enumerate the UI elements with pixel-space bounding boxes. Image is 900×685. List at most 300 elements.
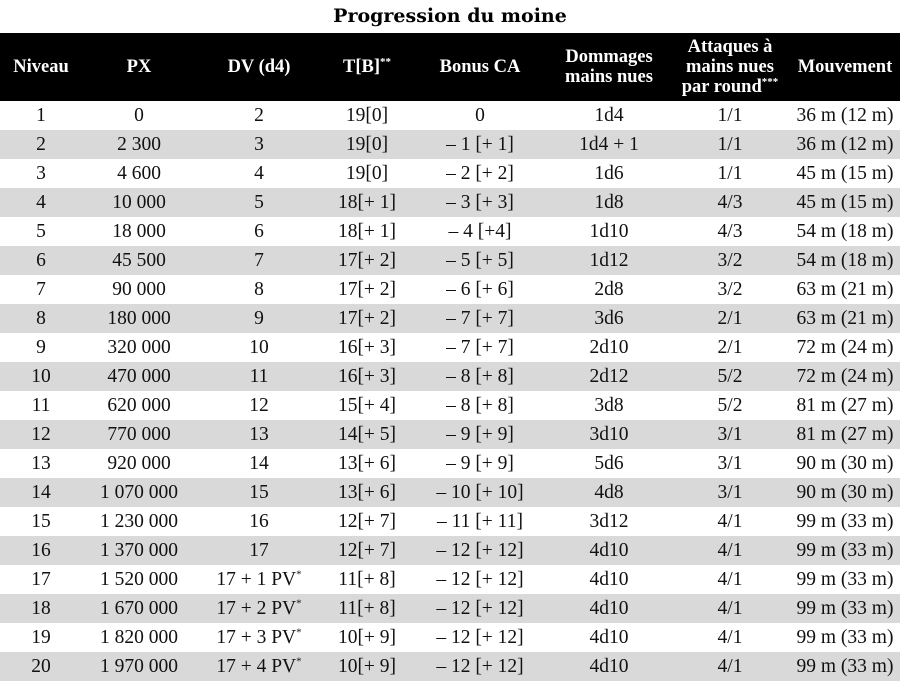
cell-bonus-ca: [412, 188, 548, 217]
cell-niveau: [0, 275, 82, 304]
cell-px: [82, 391, 196, 420]
cell-attaques-value: 5/2: [717, 365, 743, 387]
cell-niveau: [0, 101, 82, 130]
cell-px: [82, 565, 196, 594]
cell-px-value: 4 600: [117, 162, 161, 184]
cell-dv: [196, 652, 322, 681]
header-row: [0, 33, 900, 101]
table-row: [0, 333, 900, 362]
cell-mouvement: [790, 507, 900, 536]
cell-attaques: [670, 304, 790, 333]
cell-attaques: [670, 159, 790, 188]
cell-bonus-ca-value: – 8 [+ 8]: [446, 394, 514, 416]
cell-dv-note: *: [296, 626, 302, 638]
cell-mouvement-value: 99 m (33 m): [796, 568, 894, 590]
cell-mouvement-value: 90 m (30 m): [796, 452, 894, 474]
cell-tb-value: 17[+ 2]: [337, 249, 397, 271]
cell-bonus-ca-value: – 10 [+ 10]: [436, 481, 524, 503]
cell-bonus-ca: [412, 652, 548, 681]
cell-attaques-value: 4/3: [717, 191, 743, 213]
cell-bonus-ca: [412, 478, 548, 507]
cell-dommages: [548, 594, 670, 623]
cell-dommages-value: 2d8: [594, 278, 624, 300]
cell-mouvement-value: 99 m (33 m): [796, 539, 894, 561]
cell-attaques: [670, 130, 790, 159]
cell-mouvement-value: 54 m (18 m): [796, 249, 894, 271]
cell-tb-value: 18[+ 1]: [337, 191, 397, 213]
cell-bonus-ca-value: – 9 [+ 9]: [446, 452, 514, 474]
cell-mouvement: [790, 275, 900, 304]
cell-mouvement-value: 90 m (30 m): [796, 481, 894, 503]
cell-attaques: [670, 594, 790, 623]
cell-attaques: [670, 391, 790, 420]
cell-dv: [196, 362, 322, 391]
cell-tb: [322, 101, 412, 130]
cell-dv: [196, 420, 322, 449]
cell-attaques: [670, 362, 790, 391]
cell-dommages-value: 2d12: [589, 365, 629, 387]
table-row: [0, 217, 900, 246]
cell-attaques-value: 3/2: [717, 249, 743, 271]
cell-px-value: 920 000: [107, 452, 171, 474]
cell-niveau: [0, 420, 82, 449]
cell-niveau: [0, 362, 82, 391]
cell-px-value: 1 520 000: [100, 568, 178, 590]
cell-px-value: 10 000: [112, 191, 166, 213]
cell-px-value: 1 070 000: [100, 481, 178, 503]
cell-dv-value: 10: [249, 336, 269, 358]
cell-px-value: 770 000: [107, 423, 171, 445]
cell-px: [82, 420, 196, 449]
cell-dv-value: 17: [249, 539, 269, 561]
cell-px-value: 1 820 000: [100, 626, 178, 648]
cell-bonus-ca: [412, 217, 548, 246]
cell-tb: [322, 623, 412, 652]
cell-mouvement-value: 72 m (24 m): [796, 336, 894, 358]
cell-niveau-value: 16: [31, 539, 51, 561]
cell-px: [82, 275, 196, 304]
table-row: [0, 420, 900, 449]
cell-bonus-ca-value: – 9 [+ 9]: [446, 423, 514, 445]
cell-tb-value: 12[+ 7]: [337, 510, 397, 532]
cell-niveau: [0, 130, 82, 159]
cell-mouvement: [790, 449, 900, 478]
cell-tb: [322, 217, 412, 246]
cell-dommages-value: 3d8: [594, 394, 624, 416]
cell-niveau-value: 18: [31, 597, 51, 619]
cell-attaques-value: 5/2: [717, 394, 743, 416]
cell-px-value: 2 300: [117, 133, 161, 155]
cell-bonus-ca-value: 0: [475, 104, 485, 126]
cell-bonus-ca-value: – 2 [+ 2]: [446, 162, 514, 184]
header-tb-note: **: [380, 55, 391, 68]
cell-dommages: [548, 159, 670, 188]
cell-px-value: 1 370 000: [100, 539, 178, 561]
cell-mouvement: [790, 217, 900, 246]
cell-mouvement: [790, 420, 900, 449]
cell-niveau-value: 17: [31, 568, 51, 590]
cell-tb: [322, 652, 412, 681]
cell-tb: [322, 391, 412, 420]
header-mouvement: Mouvement: [797, 57, 893, 77]
cell-attaques: [670, 246, 790, 275]
cell-dv-value: 6: [254, 220, 264, 242]
cell-dv-value: 17 + 3 PV: [216, 626, 297, 648]
cell-bonus-ca: [412, 275, 548, 304]
cell-dv: [196, 130, 322, 159]
cell-dv: [196, 101, 322, 130]
cell-tb: [322, 536, 412, 565]
cell-dommages-value: 4d10: [589, 539, 629, 561]
cell-px-value: 0: [134, 104, 144, 126]
cell-attaques: [670, 565, 790, 594]
cell-mouvement: [790, 362, 900, 391]
cell-niveau-value: 10: [31, 365, 51, 387]
cell-dv-value: 9: [254, 307, 264, 329]
cell-niveau-value: 11: [31, 394, 51, 416]
cell-mouvement: [790, 652, 900, 681]
cell-dommages: [548, 507, 670, 536]
cell-dv: [196, 217, 322, 246]
cell-dommages: [548, 536, 670, 565]
header-niveau: Niveau: [13, 57, 69, 77]
cell-dommages: [548, 362, 670, 391]
cell-niveau: [0, 391, 82, 420]
cell-attaques-value: 3/1: [717, 452, 743, 474]
cell-niveau-value: 7: [36, 278, 46, 300]
header-tb: [322, 33, 412, 101]
cell-mouvement: [790, 623, 900, 652]
cell-mouvement: [790, 565, 900, 594]
cell-attaques-value: 1/1: [717, 133, 743, 155]
cell-dv-value: 5: [254, 191, 264, 213]
progression-table: [0, 33, 900, 681]
cell-niveau: [0, 565, 82, 594]
cell-tb-value: 17[+ 2]: [337, 278, 397, 300]
cell-bonus-ca: [412, 536, 548, 565]
cell-dommages: [548, 246, 670, 275]
cell-bonus-ca-value: – 1 [+ 1]: [446, 133, 514, 155]
cell-dommages: [548, 304, 670, 333]
cell-dommages: [548, 449, 670, 478]
cell-mouvement-value: 72 m (24 m): [796, 365, 894, 387]
cell-tb-value: 16[+ 3]: [337, 365, 397, 387]
cell-dv: [196, 159, 322, 188]
cell-tb: [322, 507, 412, 536]
cell-dv-note: *: [296, 655, 302, 667]
header-attaques-line1: Attaques à: [687, 37, 773, 57]
cell-dv-note: *: [296, 568, 302, 580]
cell-niveau: [0, 188, 82, 217]
cell-niveau-value: 1: [36, 104, 46, 126]
cell-attaques: [670, 536, 790, 565]
cell-dommages-value: 3d6: [594, 307, 624, 329]
cell-mouvement-value: 63 m (21 m): [796, 278, 894, 300]
cell-bonus-ca: [412, 101, 548, 130]
table-header: [0, 33, 900, 101]
cell-px-value: 1 230 000: [100, 510, 178, 532]
header-attaques-line2: mains nues: [686, 57, 774, 77]
cell-niveau-value: 6: [36, 249, 46, 271]
cell-niveau: [0, 246, 82, 275]
cell-bonus-ca: [412, 391, 548, 420]
cell-attaques-value: 4/1: [717, 510, 743, 532]
cell-niveau: [0, 536, 82, 565]
header-bonus-ca: Bonus CA: [439, 57, 521, 77]
cell-bonus-ca-value: – 12 [+ 12]: [436, 539, 524, 561]
cell-px: [82, 130, 196, 159]
cell-dv-value: 12: [249, 394, 269, 416]
cell-px-value: 18 000: [112, 220, 166, 242]
cell-bonus-ca-value: – 8 [+ 8]: [446, 365, 514, 387]
cell-bonus-ca: [412, 565, 548, 594]
cell-tb: [322, 420, 412, 449]
cell-niveau: [0, 652, 82, 681]
table-row: [0, 188, 900, 217]
cell-dommages: [548, 333, 670, 362]
table-row: [0, 449, 900, 478]
cell-dv-value: 17 + 1 PV: [216, 568, 297, 590]
cell-bonus-ca: [412, 362, 548, 391]
cell-niveau-value: 14: [31, 481, 51, 503]
cell-tb: [322, 130, 412, 159]
cell-tb: [322, 478, 412, 507]
cell-dommages: [548, 478, 670, 507]
cell-mouvement-value: 81 m (27 m): [796, 423, 894, 445]
cell-tb-value: 11[+ 8]: [338, 568, 396, 590]
cell-px: [82, 652, 196, 681]
cell-dv-value: 16: [249, 510, 269, 532]
cell-tb: [322, 275, 412, 304]
cell-mouvement-value: 81 m (27 m): [796, 394, 894, 416]
cell-dv: [196, 478, 322, 507]
cell-dommages: [548, 101, 670, 130]
cell-dommages: [548, 275, 670, 304]
cell-dommages-value: 1d8: [594, 191, 624, 213]
cell-bonus-ca: [412, 623, 548, 652]
cell-niveau-value: 2: [36, 133, 46, 155]
cell-niveau-value: 9: [36, 336, 46, 358]
cell-dv-value: 2: [254, 104, 264, 126]
header-attaques: [670, 33, 790, 101]
cell-tb: [322, 304, 412, 333]
cell-mouvement: [790, 594, 900, 623]
cell-dv: [196, 188, 322, 217]
cell-mouvement: [790, 536, 900, 565]
cell-tb: [322, 246, 412, 275]
cell-mouvement: [790, 304, 900, 333]
cell-attaques: [670, 188, 790, 217]
cell-dv-value: 4: [254, 162, 264, 184]
cell-bonus-ca: [412, 507, 548, 536]
cell-px: [82, 623, 196, 652]
cell-attaques-value: 4/1: [717, 568, 743, 590]
cell-dv: [196, 449, 322, 478]
cell-niveau-value: 13: [31, 452, 51, 474]
table-row: [0, 391, 900, 420]
cell-niveau: [0, 623, 82, 652]
cell-attaques-value: 2/1: [717, 307, 743, 329]
cell-niveau: [0, 333, 82, 362]
header-dv: DV (d4): [227, 57, 291, 77]
cell-tb-value: 19[0]: [345, 162, 389, 184]
cell-attaques-value: 2/1: [717, 336, 743, 358]
cell-attaques-value: 1/1: [717, 104, 743, 126]
cell-tb-value: 19[0]: [345, 104, 389, 126]
cell-mouvement-value: 99 m (33 m): [796, 655, 894, 677]
cell-bonus-ca-value: – 7 [+ 7]: [446, 307, 514, 329]
cell-tb-value: 12[+ 7]: [337, 539, 397, 561]
cell-mouvement: [790, 188, 900, 217]
cell-tb-value: 19[0]: [345, 133, 389, 155]
cell-dv: [196, 391, 322, 420]
cell-dv: [196, 594, 322, 623]
cell-mouvement: [790, 478, 900, 507]
cell-dommages-value: 4d10: [589, 568, 629, 590]
cell-mouvement-value: 54 m (18 m): [796, 220, 894, 242]
cell-mouvement: [790, 333, 900, 362]
cell-dv-value: 17 + 2 PV: [216, 597, 297, 619]
cell-attaques-value: 1/1: [717, 162, 743, 184]
cell-attaques: [670, 217, 790, 246]
cell-niveau-value: 3: [36, 162, 46, 184]
cell-dv: [196, 507, 322, 536]
cell-dv-value: 7: [254, 249, 264, 271]
table-row: [0, 623, 900, 652]
header-px: PX: [126, 57, 152, 77]
cell-bonus-ca: [412, 594, 548, 623]
cell-niveau-value: 12: [31, 423, 51, 445]
cell-tb-value: 11[+ 8]: [338, 597, 396, 619]
table-row: [0, 652, 900, 681]
cell-tb-value: 14[+ 5]: [337, 423, 397, 445]
cell-bonus-ca: [412, 333, 548, 362]
table-row: [0, 159, 900, 188]
cell-dommages-value: 4d10: [589, 655, 629, 677]
cell-dommages: [548, 652, 670, 681]
cell-mouvement: [790, 130, 900, 159]
cell-niveau-value: 19: [31, 626, 51, 648]
cell-dv-value: 8: [254, 278, 264, 300]
cell-px: [82, 362, 196, 391]
cell-tb-value: 16[+ 3]: [337, 336, 397, 358]
cell-niveau: [0, 304, 82, 333]
cell-dv-value: 3: [254, 133, 264, 155]
cell-mouvement-value: 36 m (12 m): [796, 133, 894, 155]
cell-dv: [196, 304, 322, 333]
cell-bonus-ca: [412, 449, 548, 478]
cell-attaques: [670, 101, 790, 130]
header-dommages-line2: mains nues: [565, 67, 653, 87]
cell-dommages-value: 4d10: [589, 626, 629, 648]
cell-attaques-value: 4/1: [717, 539, 743, 561]
cell-dommages-value: 3d10: [589, 423, 629, 445]
cell-niveau: [0, 449, 82, 478]
table-title: Progression du moine: [333, 5, 567, 27]
cell-dommages-value: 1d4: [594, 104, 624, 126]
cell-px: [82, 217, 196, 246]
table-row: [0, 507, 900, 536]
cell-dv: [196, 333, 322, 362]
cell-attaques: [670, 449, 790, 478]
cell-px: [82, 159, 196, 188]
cell-dommages-value: 3d12: [589, 510, 629, 532]
cell-dommages-value: 1d6: [594, 162, 624, 184]
table-row: [0, 304, 900, 333]
cell-dommages: [548, 623, 670, 652]
cell-tb-value: 17[+ 2]: [337, 307, 397, 329]
cell-mouvement: [790, 101, 900, 130]
cell-dv: [196, 565, 322, 594]
cell-bonus-ca-value: – 6 [+ 6]: [446, 278, 514, 300]
cell-tb: [322, 449, 412, 478]
cell-dommages: [548, 217, 670, 246]
cell-mouvement-value: 63 m (21 m): [796, 307, 894, 329]
cell-px-value: 180 000: [107, 307, 171, 329]
table-row: [0, 275, 900, 304]
cell-mouvement: [790, 246, 900, 275]
cell-tb: [322, 188, 412, 217]
cell-mouvement: [790, 159, 900, 188]
cell-mouvement-value: 99 m (33 m): [796, 510, 894, 532]
cell-dommages: [548, 130, 670, 159]
cell-attaques-value: 3/1: [717, 481, 743, 503]
cell-niveau: [0, 217, 82, 246]
cell-px: [82, 449, 196, 478]
cell-px: [82, 507, 196, 536]
cell-dv-note: *: [296, 597, 302, 609]
cell-mouvement-value: 45 m (15 m): [796, 162, 894, 184]
cell-dommages-value: 1d4 + 1: [579, 133, 639, 155]
table-row: [0, 101, 900, 130]
table-row: [0, 536, 900, 565]
header-dommages: [548, 33, 670, 101]
cell-attaques: [670, 275, 790, 304]
cell-dommages-value: 1d10: [589, 220, 629, 242]
cell-px: [82, 188, 196, 217]
cell-niveau-value: 4: [36, 191, 46, 213]
header-attaques-note: ***: [761, 75, 779, 88]
cell-niveau-value: 20: [31, 655, 51, 677]
cell-dommages: [548, 188, 670, 217]
cell-attaques-value: 4/1: [717, 655, 743, 677]
cell-tb-value: 13[+ 6]: [337, 481, 397, 503]
cell-attaques-value: 4/3: [717, 220, 743, 242]
cell-bonus-ca: [412, 130, 548, 159]
cell-attaques-value: 3/1: [717, 423, 743, 445]
cell-px-value: 1 670 000: [100, 597, 178, 619]
cell-dommages: [548, 391, 670, 420]
cell-dv-value: 11: [249, 365, 269, 387]
cell-attaques: [670, 623, 790, 652]
cell-dommages-value: 2d10: [589, 336, 629, 358]
header-attaques-line3: par round: [681, 77, 762, 97]
cell-tb: [322, 159, 412, 188]
cell-dommages: [548, 565, 670, 594]
cell-niveau: [0, 594, 82, 623]
cell-tb-value: 18[+ 1]: [337, 220, 397, 242]
cell-px: [82, 304, 196, 333]
cell-dv: [196, 246, 322, 275]
cell-bonus-ca: [412, 304, 548, 333]
cell-px: [82, 246, 196, 275]
cell-dommages-value: 4d10: [589, 597, 629, 619]
cell-dommages-value: 5d6: [594, 452, 624, 474]
cell-px-value: 620 000: [107, 394, 171, 416]
cell-px-value: 90 000: [112, 278, 166, 300]
cell-dv-value: 13: [249, 423, 269, 445]
cell-bonus-ca-value: – 4 [+4]: [448, 220, 512, 242]
